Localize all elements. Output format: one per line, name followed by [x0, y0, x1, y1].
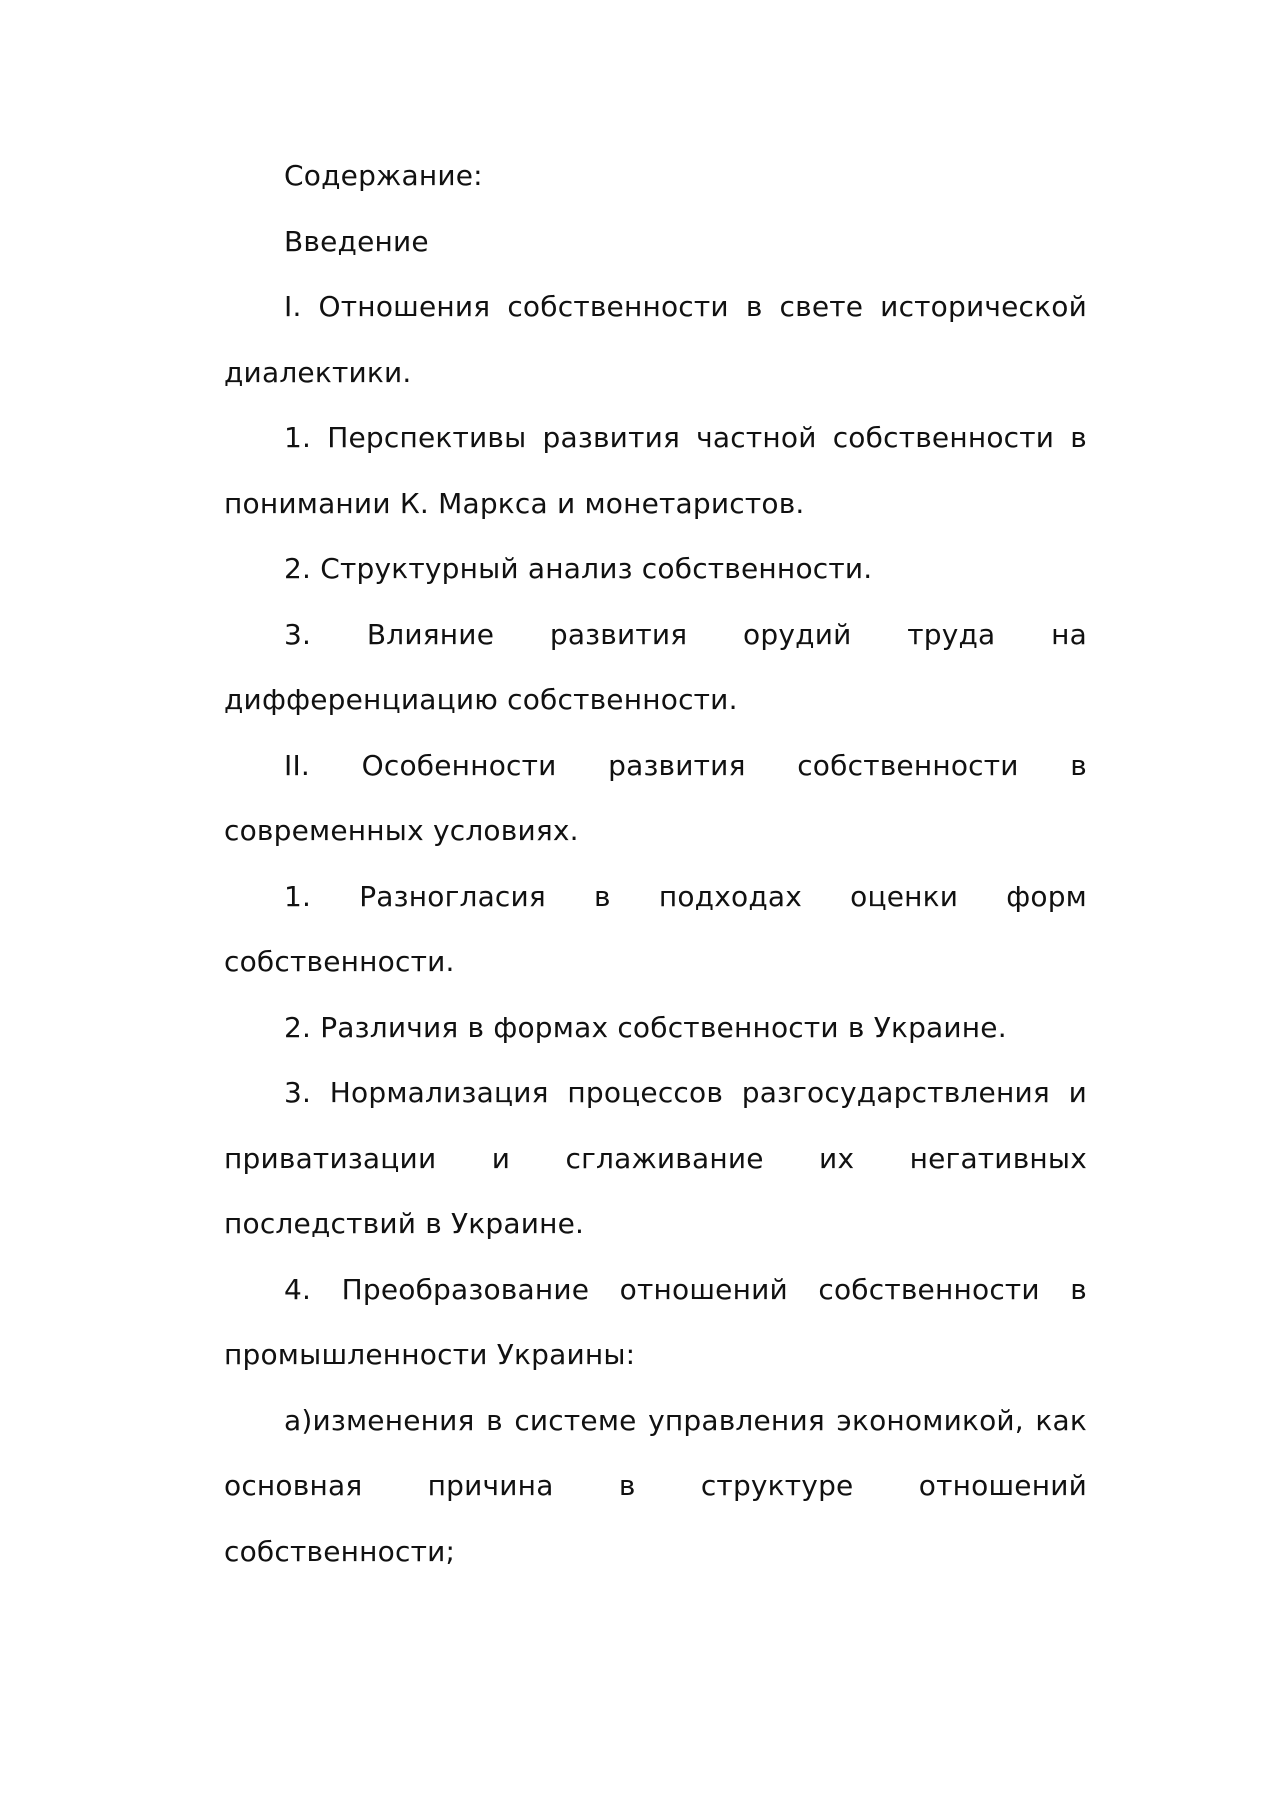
toc-item-introduction: Введение	[284, 224, 429, 258]
toc-item-2-4: 4. Преобразование отношений собственности в промышленности Украины:	[224, 1272, 1087, 1371]
toc-item-2-2: 2. Различия в формах собственности в Украине.	[284, 1010, 1007, 1044]
toc-item-1-2: 2. Структурный анализ собственности.	[284, 552, 873, 585]
toc-item-1-3: 3. Влияние развития орудий труда на дифференциацию собственности.	[224, 617, 1087, 716]
toc-item-2-3: 3. Нормализация процессов разгосударствления и приватизации и сглаживание их негативных последствий в Украине.	[224, 1076, 1087, 1240]
toc-item-section-1: I. Отношения собственности в свете исторической диалектики.	[224, 290, 1087, 389]
toc-heading: Содержание:	[284, 159, 483, 192]
toc-item-2-1: 1. Разногласия в подходах оценки форм собственности.	[224, 879, 1087, 978]
toc-item-section-2: II. Особенности развития собственности в современных условиях.	[224, 748, 1087, 847]
table-of-contents	[224, 143, 1087, 1584]
toc-item-1-1: 1. Перспективы развития частной собственности в понимании К. Маркса и монетаристов.	[224, 421, 1087, 520]
toc-item-2-4-a: а)изменения в системе управления экономикой, как основная причина в структуре отношений собственности;	[224, 1403, 1087, 1568]
